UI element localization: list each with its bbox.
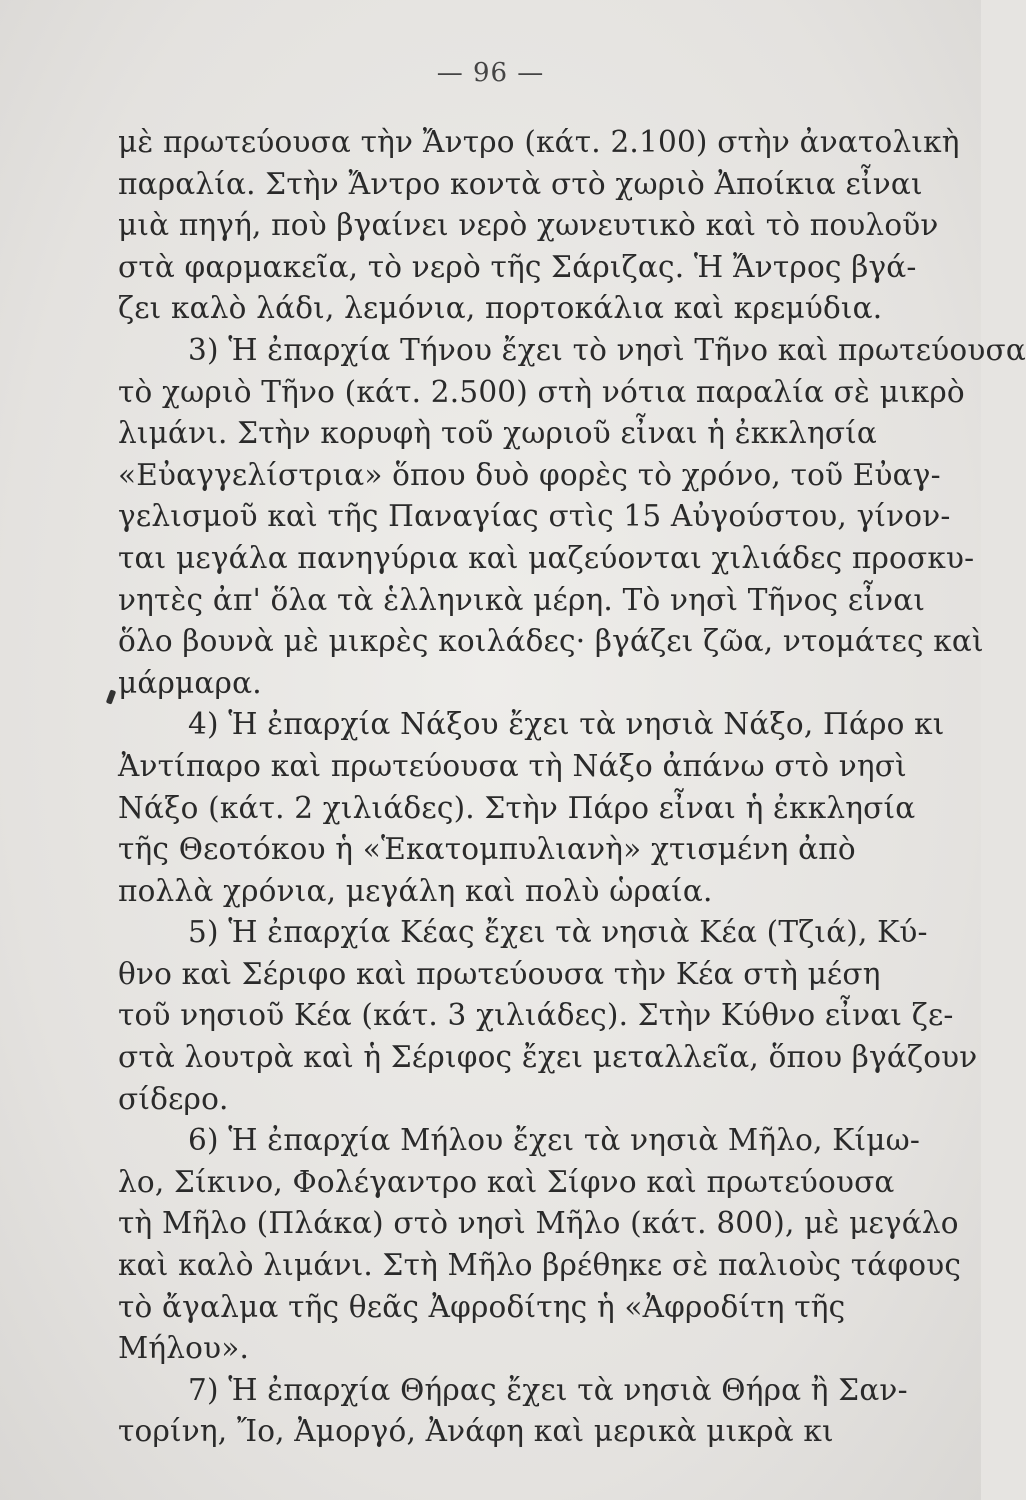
text-line: γελισμοῦ καὶ τῆς Παναγίας στὶς 15 Αὐγούστου, γίνον- xyxy=(118,499,951,534)
text-line: Μήλου». xyxy=(118,1331,250,1366)
text-line: τορίνη, Ἴο, Ἀμοργό, Ἀνάφη καὶ μερικὰ μικρὰ κι xyxy=(118,1414,834,1449)
text-line: 6) Ἡ ἐπαρχία Μήλου ἔχει τὰ νησιὰ Μῆλο, Κίμω- xyxy=(188,1123,921,1158)
text-line: στὰ λουτρὰ καὶ ἡ Σέριφος ἔχει μεταλλεῖα, ὅπου βγάζουν xyxy=(118,1040,978,1075)
paragraph-kea xyxy=(118,912,978,1120)
text-line: ζει καλὸ λάδι, λεμόνια, πορτοκάλια καὶ κρεμύδια. xyxy=(118,291,883,326)
text-line: 5) Ἡ ἐπαρχία Κέας ἔχει τὰ νησιὰ Κέα (Τζιά), Κύ- xyxy=(188,915,928,950)
text-line: τὸ ἄγαλμα τῆς θεᾶς Ἀφροδίτης ἡ «Ἀφροδίτη τῆς xyxy=(118,1289,846,1324)
page-number: — 96 — xyxy=(436,58,545,88)
text-line: Ἀντίπαρο καὶ πρωτεύουσα τὴ Νάξο ἀπάνω στὸ νησὶ xyxy=(118,748,907,783)
text-line: παραλία. Στὴν Ἄντρο κοντὰ στὸ χωριὸ Ἀποίκια εἶναι xyxy=(118,166,923,201)
text-line: λο, Σίκινο, Φολέγαντρο καὶ Σίφνο καὶ πρωτεύουσα xyxy=(118,1164,895,1199)
margin-mark xyxy=(106,689,116,704)
text-line: σίδερο. xyxy=(118,1081,229,1116)
text-line: ὅλο βουνὰ μὲ μικρὲς κοιλάδες· βγάζει ζῶα, ντομάτες καὶ xyxy=(118,624,984,659)
text-line: καὶ καλὸ λιμάνι. Στὴ Μῆλο βρέθηκε σὲ παλιοὺς τάφους xyxy=(118,1248,962,1283)
text-line: νητὲς ἀπ' ὅλα τὰ ἑλληνικὰ μέρη. Τὸ νησὶ Τῆνος εἶναι xyxy=(118,582,926,617)
text-line: λιμάνι. Στὴν κορυφὴ τοῦ χωριοῦ εἶναι ἡ ἐκκλησία xyxy=(118,416,878,451)
text-line: στὰ φαρμακεῖα, τὸ νερὸ τῆς Σάριζας. Ἡ Ἄντρος βγά- xyxy=(118,249,917,284)
text-line: 4) Ἡ ἐπαρχία Νάξου ἔχει τὰ νησιὰ Νάξο, Πάρο κι xyxy=(188,707,945,742)
page-text xyxy=(118,122,1026,1453)
text-line: τοῦ νησιοῦ Κέα (κάτ. 3 χιλιάδες). Στὴν Κύθνο εἶναι ζε- xyxy=(118,998,954,1033)
text-line: 7) Ἡ ἐπαρχία Θήρας ἔχει τὰ νησιὰ Θήρα ἢ Σαν- xyxy=(188,1372,908,1407)
text-line: μάρμαρα. xyxy=(118,665,262,700)
paragraph-tinos xyxy=(118,330,1026,704)
text-line: 3) Ἡ ἐπαρχία Τήνου ἔχει τὸ νησὶ Τῆνο καὶ πρωτεύουσα xyxy=(188,332,1026,367)
text-line: πολλὰ χρόνια, μεγάλη καὶ πολὺ ὡραία. xyxy=(118,873,713,908)
paragraph-naxos xyxy=(118,704,945,912)
text-line: θνο καὶ Σέριφο καὶ πρωτεύουσα τὴν Κέα στὴ μέση xyxy=(118,956,881,991)
text-line: ται μεγάλα πανηγύρια καὶ μαζεύονται χιλιάδες προσκυ- xyxy=(118,540,975,575)
paragraph-milos xyxy=(118,1120,962,1370)
text-line: τὴ Μῆλο (Πλάκα) στὸ νησὶ Μῆλο (κάτ. 800), μὲ μεγάλο xyxy=(118,1206,959,1241)
text-line: μιὰ πηγή, ποὺ βγαίνει νερὸ χωνευτικὸ καὶ τὸ πουλοῦν xyxy=(118,208,939,243)
text-line: «Εὐαγγελίστρια» ὅπου δυὸ φορὲς τὸ χρόνο, τοῦ Εὐαγ- xyxy=(118,457,941,492)
text-line: τὸ χωριὸ Τῆνο (κάτ. 2.500) στὴ νότια παραλία σὲ μικρὸ xyxy=(118,374,965,409)
text-line: μὲ πρωτεύουσα τὴν Ἄντρο (κάτ. 2.100) στὴν ἀνατολικὴ xyxy=(118,125,960,159)
text-line: τῆς Θεοτόκου ἡ «Ἑκατομπυλιανὴ» χτισμένη ἀπὸ xyxy=(118,832,856,867)
paragraph-andros xyxy=(118,122,960,330)
text-line: Νάξο (κάτ. 2 χιλιάδες). Στὴν Πάρο εἶναι ἡ ἐκκλησία xyxy=(118,790,916,825)
paragraph-thira xyxy=(118,1370,908,1453)
